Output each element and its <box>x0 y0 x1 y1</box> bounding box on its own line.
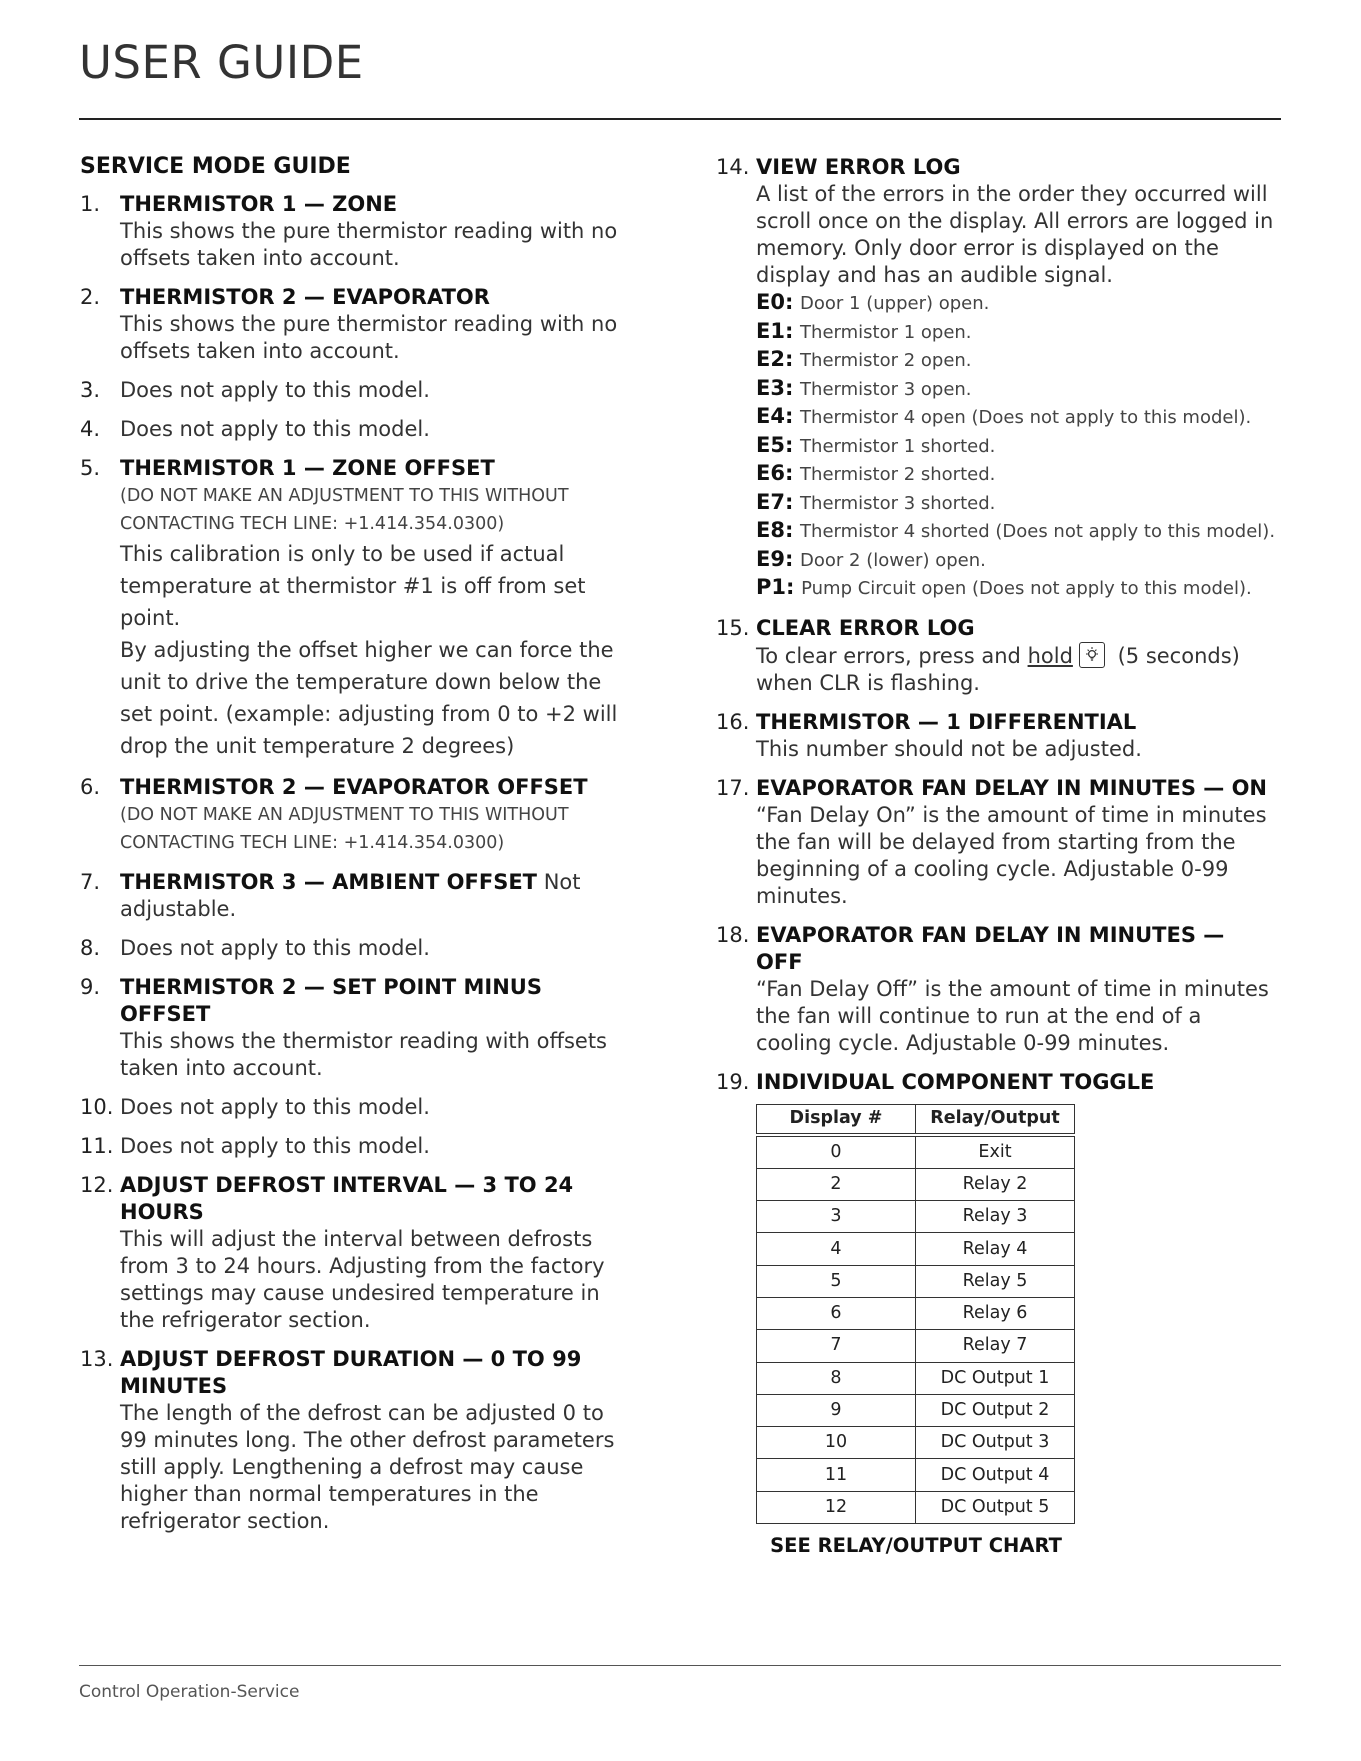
display-cell: 10 <box>757 1427 916 1459</box>
table-row <box>757 1330 1075 1362</box>
relay-cell: Relay 4 <box>916 1233 1075 1265</box>
table-row <box>757 1427 1075 1459</box>
list-item-12 <box>80 1172 635 1334</box>
item-number: 10. <box>80 1095 114 1119</box>
item-description: This calibration is only to be used if actual temperature at thermistor #1 is off from set point. <box>120 542 586 630</box>
item-title: THERMISTOR — 1 DIFFERENTIAL <box>756 709 1137 734</box>
list-item-8 <box>80 935 635 962</box>
error-text: Door 1 (upper) open. <box>800 293 990 314</box>
error-code-row <box>756 460 1276 489</box>
error-code: E8: <box>756 518 794 542</box>
item-description: Does not apply to this model. <box>120 378 430 402</box>
error-code-row <box>756 432 1276 461</box>
relay-cell: DC Output 3 <box>916 1427 1075 1459</box>
item-description: This shows the pure thermistor reading with no offsets taken into account. <box>120 219 618 270</box>
section-title: SERVICE MODE GUIDE <box>80 154 351 179</box>
display-cell: 12 <box>757 1491 916 1523</box>
error-text: Thermistor 1 shorted. <box>800 435 996 457</box>
table-row <box>757 1297 1075 1329</box>
item-title: THERMISTOR 2 — EVAPORATOR <box>120 285 490 309</box>
table-row <box>757 1459 1075 1491</box>
item-number: 6. <box>80 775 101 799</box>
light-bulb-icon <box>1079 642 1105 668</box>
error-code: E0: <box>756 290 794 314</box>
item-number: 13. <box>80 1347 114 1371</box>
item-description: Does not apply to this model. <box>120 417 430 441</box>
error-text: Thermistor 3 shorted. <box>800 492 996 514</box>
relay-cell: DC Output 4 <box>916 1459 1075 1491</box>
item-description: This shows the thermistor reading with offsets taken into account. <box>120 1029 607 1080</box>
item-description: A list of the errors in the order they occurred will scroll once on the display. All errors are logged in memory. Only door error is displayed on the display and has an audible signal. <box>756 182 1274 287</box>
display-cell: 0 <box>757 1135 916 1169</box>
relay-cell: Relay 2 <box>916 1168 1075 1200</box>
relay-cell: Relay 7 <box>916 1330 1075 1362</box>
item-title: THERMISTOR 2 — EVAPORATOR OFFSET <box>120 775 588 799</box>
error-code-row <box>756 375 1276 404</box>
table-row <box>757 1265 1075 1297</box>
item-description: “Fan Delay On” is the amount of time in minutes the fan will be delayed from starting from the beginning of a cooling cycle. Adjustable 0-99 minutes. <box>756 802 1267 908</box>
list-item-11 <box>80 1133 635 1160</box>
item-title: THERMISTOR 3 — AMBIENT OFFSET <box>120 870 538 894</box>
hold-word: hold <box>1027 643 1073 668</box>
error-code: E2: <box>756 347 794 371</box>
item-title: ADJUST DEFROST DURATION — 0 TO 99 MINUTES <box>120 1347 582 1398</box>
item-description: This shows the pure thermistor reading with no offsets taken into account. <box>120 312 618 363</box>
relay-cell: Exit <box>916 1135 1075 1169</box>
right-column <box>716 154 1276 1571</box>
list-item-3 <box>80 377 635 404</box>
desc-post: (5 seconds) when CLR is flashing. <box>756 643 1240 695</box>
list-item-15 <box>716 615 1276 697</box>
error-code-row <box>756 489 1276 518</box>
item-number: 8. <box>80 936 101 960</box>
list-item-9 <box>80 974 635 1082</box>
list-item-16 <box>716 709 1276 763</box>
header-divider <box>79 118 1281 120</box>
error-text: Thermistor 2 shorted. <box>800 464 996 485</box>
list-item-6 <box>80 774 635 857</box>
list-item-18 <box>716 922 1276 1057</box>
item-number: 7. <box>80 870 101 894</box>
relay-output-table <box>756 1104 1075 1525</box>
item-number: 1. <box>80 192 101 216</box>
item-description <box>756 642 1276 697</box>
item-title: VIEW ERROR LOG <box>756 155 961 179</box>
error-code-row <box>756 403 1276 432</box>
display-cell: 6 <box>757 1297 916 1329</box>
table-header-row <box>757 1104 1075 1135</box>
display-cell: 4 <box>757 1233 916 1265</box>
item-number: 5. <box>80 456 101 480</box>
relay-cell: Relay 3 <box>916 1201 1075 1233</box>
table-row <box>757 1394 1075 1426</box>
item-number: 14. <box>716 155 750 179</box>
error-text: Door 2 (lower) open. <box>800 549 986 571</box>
item-title: ADJUST DEFROST INTERVAL — 3 TO 24 HOURS <box>120 1173 574 1224</box>
relay-cell: DC Output 5 <box>916 1491 1075 1523</box>
left-column <box>80 154 635 1547</box>
item-number: 18. <box>716 922 750 947</box>
error-text: Thermistor 4 shorted (Does not apply to this model). <box>800 521 1276 542</box>
table-row <box>757 1201 1075 1233</box>
error-code-row <box>756 289 1276 318</box>
item-title: THERMISTOR 2 — SET POINT MINUS OFFSET <box>120 975 542 1026</box>
error-text: Pump Circuit open (Does not apply to this model). <box>801 578 1252 599</box>
list-item-14 <box>716 154 1276 603</box>
list-item-13 <box>80 1346 635 1535</box>
error-code-row <box>756 546 1276 575</box>
relay-cell: Relay 6 <box>916 1297 1075 1329</box>
relay-cell: DC Output 2 <box>916 1394 1075 1426</box>
error-code-row <box>756 346 1276 375</box>
list-item-1 <box>80 191 635 272</box>
item-title: CLEAR ERROR LOG <box>756 615 975 640</box>
list-item-7 <box>80 869 635 923</box>
display-cell: 5 <box>757 1265 916 1297</box>
error-code: P1: <box>756 575 795 599</box>
error-code: E1: <box>756 318 794 343</box>
error-text: Thermistor 2 open. <box>800 350 972 371</box>
display-cell: 3 <box>757 1201 916 1233</box>
error-code-row <box>756 517 1276 546</box>
error-code: E4: <box>756 404 794 428</box>
list-item-10 <box>80 1094 635 1121</box>
relay-cell: DC Output 1 <box>916 1362 1075 1394</box>
table-row <box>757 1135 1075 1169</box>
item-description: Does not apply to this model. <box>120 1095 430 1119</box>
error-code: E9: <box>756 546 794 571</box>
error-code: E6: <box>756 461 794 485</box>
display-cell: 2 <box>757 1168 916 1200</box>
table-row <box>757 1168 1075 1200</box>
item-number: 12. <box>80 1173 114 1197</box>
item-title: EVAPORATOR FAN DELAY IN MINUTES — OFF <box>756 922 1225 974</box>
item-number: 3. <box>80 378 101 402</box>
column-header-display: Display # <box>757 1104 916 1135</box>
item-number: 9. <box>80 975 101 999</box>
item-title: EVAPORATOR FAN DELAY IN MINUTES — ON <box>756 775 1267 800</box>
display-cell: 11 <box>757 1459 916 1491</box>
item-number: 11. <box>80 1134 114 1158</box>
display-cell: 7 <box>757 1330 916 1362</box>
error-code: E5: <box>756 432 794 457</box>
error-code-row <box>756 574 1276 603</box>
error-text: Thermistor 1 open. <box>800 321 972 343</box>
item-title: THERMISTOR 1 — ZONE <box>120 192 398 216</box>
footer-divider <box>79 1665 1281 1666</box>
tech-line-warning: (DO NOT MAKE AN ADJUSTMENT TO THIS WITHOUT CONTACTING TECH LINE: +1.414.354.0300) <box>120 805 569 853</box>
list-item-17 <box>716 775 1276 910</box>
error-code-row <box>756 318 1276 347</box>
list-item-19 <box>716 1069 1276 1560</box>
item-description: Does not apply to this model. <box>120 936 430 960</box>
desc-pre: To clear errors, press and <box>756 643 1021 668</box>
table-caption: SEE RELAY/OUTPUT CHART <box>770 1534 1062 1558</box>
error-code: E3: <box>756 375 794 400</box>
item-description-2: By adjusting the offset higher we can force the unit to drive the temperature down below the set point. (example: adjusting from 0 to +2 will drop the unit temperature 2 degrees) <box>120 638 618 758</box>
item-title: INDIVIDUAL COMPONENT TOGGLE <box>756 1069 1155 1094</box>
display-cell: 8 <box>757 1362 916 1394</box>
error-code: E7: <box>756 489 794 514</box>
table-row <box>757 1233 1075 1265</box>
item-title: THERMISTOR 1 — ZONE OFFSET <box>120 456 495 480</box>
item-description: “Fan Delay Off” is the amount of time in minutes the fan will continue to run at the end of a cooling cycle. Adjustable 0-99 minutes. <box>756 976 1269 1055</box>
tech-line-warning: (DO NOT MAKE AN ADJUSTMENT TO THIS WITHOUT CONTACTING TECH LINE: +1.414.354.0300) <box>120 486 569 534</box>
footer-text: Control Operation-Service <box>79 1682 300 1702</box>
error-code-list <box>756 289 1276 603</box>
list-item-2 <box>80 284 635 365</box>
list-item-5 <box>80 455 635 762</box>
item-number: 4. <box>80 417 101 441</box>
table-row <box>757 1362 1075 1394</box>
error-text: Thermistor 4 open (Does not apply to this model). <box>800 407 1252 428</box>
item-number: 16. <box>716 709 750 734</box>
relay-cell: Relay 5 <box>916 1265 1075 1297</box>
item-description: This number should not be adjusted. <box>756 736 1142 761</box>
item-description: The length of the defrost can be adjusted 0 to 99 minutes long. The other defrost parameters still apply. Lengthening a defrost may cause higher than normal temperatures in the refrigerator section. <box>120 1401 615 1533</box>
list-item-4 <box>80 416 635 443</box>
item-number: 17. <box>716 775 750 800</box>
display-cell: 9 <box>757 1394 916 1426</box>
item-number: 19. <box>716 1069 750 1094</box>
item-number: 2. <box>80 285 101 309</box>
table-row <box>757 1491 1075 1523</box>
item-description: This will adjust the interval between defrosts from 3 to 24 hours. Adjusting from the factory settings may cause undesired temperature in the refrigerator section. <box>120 1227 605 1332</box>
page-title: USER GUIDE <box>79 36 364 89</box>
error-text: Thermistor 3 open. <box>800 378 972 400</box>
item-number: 15. <box>716 615 750 640</box>
column-header-relay-output: Relay/Output <box>916 1104 1075 1135</box>
item-description: Does not apply to this model. <box>120 1134 430 1158</box>
item-description: Not adjustable. <box>120 870 581 921</box>
